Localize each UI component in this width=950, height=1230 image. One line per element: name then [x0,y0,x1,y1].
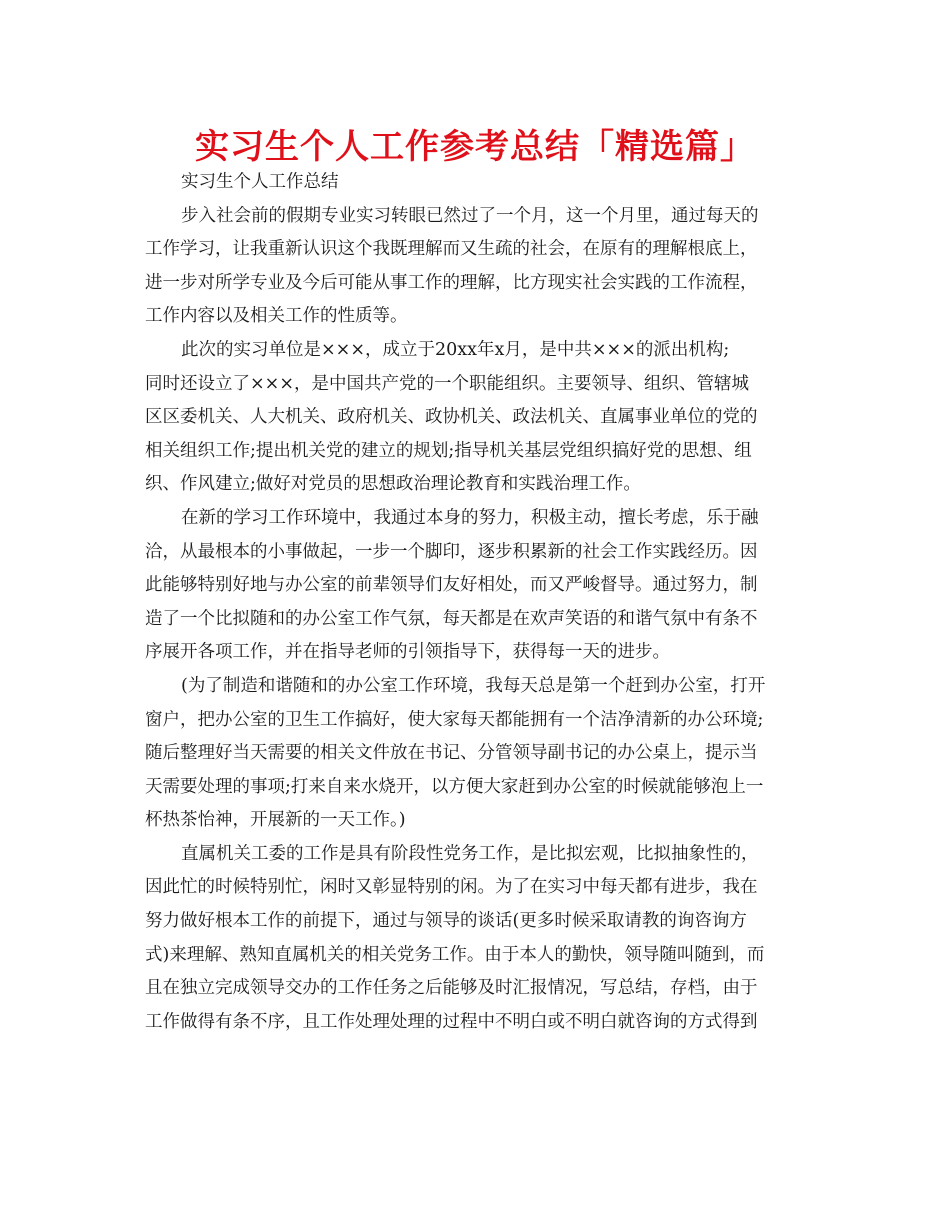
text-line: 序展开各项工作，并在指导老师的引领指导下，获得每一天的进步。 [145,642,670,663]
text-line: 在新的学习工作环境中，我通过本身的努力，积极主动，擅长考虑，乐于融 [181,507,759,528]
text-line: 工作内容以及相关工作的性质等。 [145,306,408,327]
text-line: 直属机关工委的工作是具有阶段性党务工作，是比拟宏观，比拟抽象性的， [181,843,759,864]
text-line: 造了一个比拟随和的办公室工作气氛，每天都是在欢声笑语的和谐气氛中有条不 [145,608,758,629]
text-line: (为了制造和谐随和的办公室工作环境，我每天总是第一个赶到办公室，打开 [181,675,766,696]
text-line: 进一步对所学专业及今后可能从事工作的理解，比方现实社会实践的工作流程， [145,272,758,293]
text-line: 随后整理好当天需要的相关文件放在书记、分管领导副书记的办公桌上，提示当 [145,743,758,764]
text-line: 区区委机关、人大机关、政府机关、政协机关、政法机关、直属事业单位的党的 [145,407,758,428]
document-body [145,166,805,1039]
text-line: 实习生个人工作总结 [181,172,339,192]
text-line: 式)来理解、熟知直属机关的相关党务工作。由于本人的勤快，领导随叫随到，而 [145,944,765,965]
text-line: 因此忙的时候特别忙，闲时又彰显特别的闲。为了在实习中每天都有进步，我在 [145,877,758,898]
text-line: 织、作风建立;做好对党员的思想政治理论教育和实践治理工作。 [145,474,641,495]
text-line: 此能够特别好地与办公室的前辈领导们友好相处，而又严峻督导。通过努力，制 [145,575,758,596]
text-line: 且在独立完成领导交办的工作任务之后能够及时汇报情况，写总结，存档，由于 [145,978,758,999]
text-line: 相关组织工作;提出机关党的建立的规划;指导机关基层党组织搞好党的思想、组 [145,440,752,461]
text-line: 工作学习，让我重新认识这个我既理解而又生疏的社会，在原有的理解根底上， [145,239,758,260]
text-line: 此次的实习单位是×××，成立于20xx年x月，是中共×××的派出机构; [181,339,730,360]
text-line: 工作做得有条不序，且工作处理处理的过程中不明白或不明白就咨询的方式得到 [145,1011,758,1032]
text-line: 努力做好根本工作的前提下，通过与领导的谈话(更多时候采取请教的询咨询方 [145,911,747,932]
text-line: 洽，从最根本的小事做起，一步一个脚印，逐步积累新的社会工作实践经历。因 [145,541,758,562]
document-title: 实习生个人工作参考总结「精选篇」 [195,127,755,167]
text-line: 窗户，把办公室的卫生工作搞好，使大家每天都能拥有一个洁净清新的办公环境; [145,709,764,730]
text-line: 同时还设立了×××，是中国共产党的一个职能组织。主要领导、组织、管辖城 [145,373,749,394]
text-line: 步入社会前的假期专业实习转眼已然过了一个月，这一个月里，通过每天的 [181,205,759,226]
text-line: 天需要处理的事项;打来自来水烧开，以方便大家赶到办公室的时候就能够泡上一 [145,776,764,797]
text-line: 杯热茶怡神，开展新的一天工作。) [145,810,406,831]
